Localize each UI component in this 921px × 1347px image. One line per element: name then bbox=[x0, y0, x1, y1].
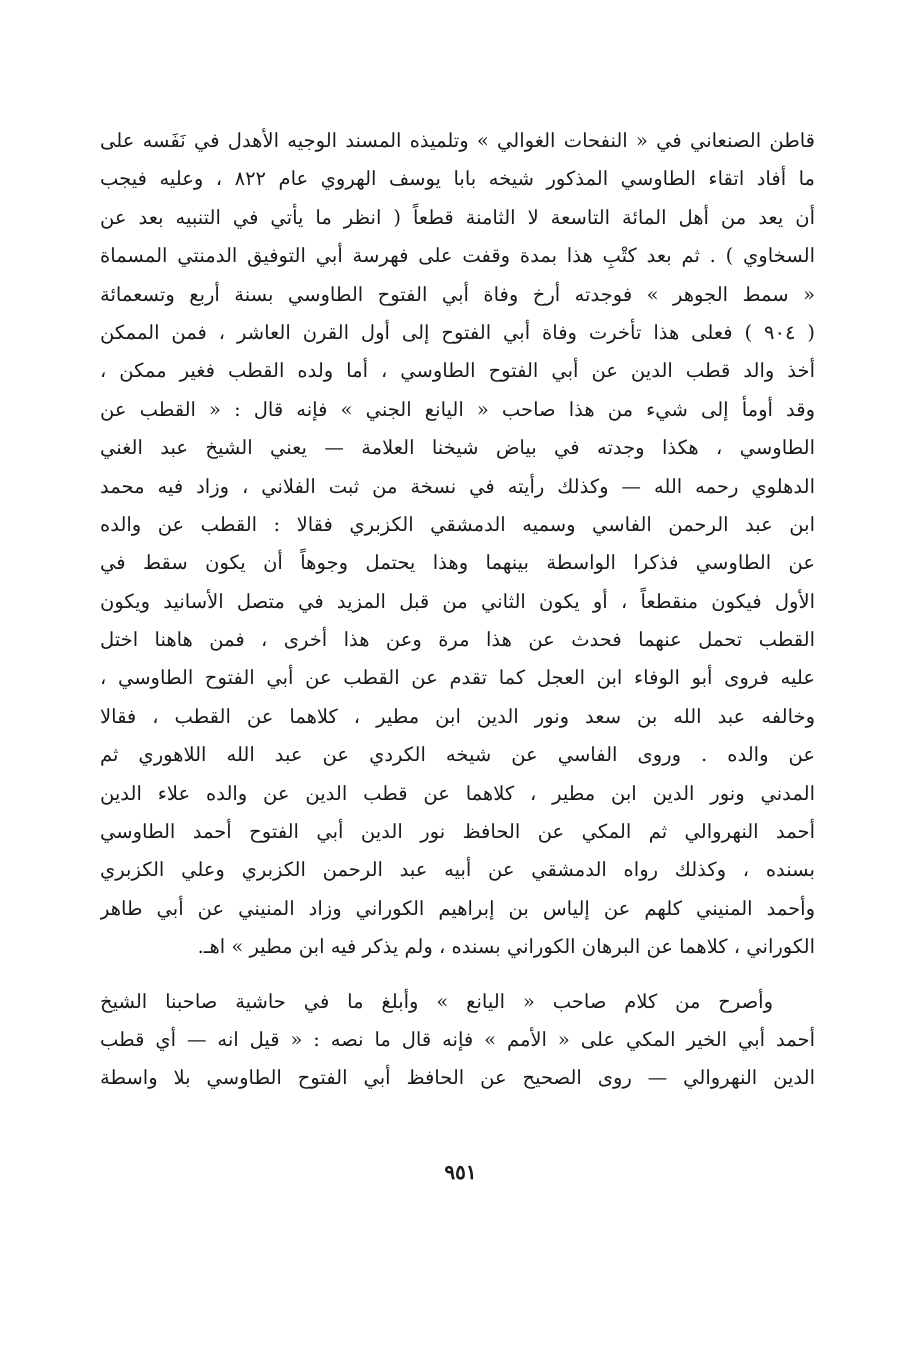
text-line: بسنده ، وكذلك رواه الدمشقي عن أبيه عبد الرحمن الكزبري وعلي الكزبري bbox=[100, 858, 815, 882]
text-line: الكوراني ، كلاهما عن البرهان الكوراني بسنده ، ولم يذكر فيه ابن مطير » اهـ. bbox=[197, 935, 815, 959]
text-line: ما أفاد اتقاء الطاوسي المذكور شيخه بابا يوسف الهروي عام ٨٢٢ ، وعليه فيجب bbox=[100, 167, 815, 191]
text-line: عن الطاوسي فذكرا الواسطة بينهما وهذا يحتمل وجوهاً أن يكون سقط في bbox=[100, 551, 815, 575]
text-line: السخاوي ) . ثم بعد كتْبِ هذا بمدة وقفت على فهرسة أبي التوفيق الدمنتي المسماة bbox=[100, 244, 815, 268]
text-line: قاطن الصنعاني في « النفحات الغوالي » وتلميذه المسند الوجيه الأهدل في نَفَسه على bbox=[100, 129, 815, 152]
paragraph-gap bbox=[100, 967, 815, 983]
text-line: الطاوسي ، هكذا وجدته في بياض شيخنا العلامة — يعني الشيخ عبد الغني bbox=[100, 436, 815, 460]
text-line: القطب تحمل عنهما فحدث عن هذا مرة وعن هذا أخرى ، فمن هاهنا اختل bbox=[100, 628, 815, 652]
text-line: ( ٩٠٤ ) فعلى هذا تأخرت وفاة أبي الفتوح إلى أول القرن العاشر ، فمن الممكن bbox=[100, 320, 815, 344]
main-text bbox=[100, 122, 815, 1098]
text-line: الدين النهروالي — روى الصحيح عن الحافظ أبي الفتوح الطاوسي بلا واسطة bbox=[100, 1066, 815, 1090]
text-line: وأحمد المنيني كلهم عن إلياس بن إبراهيم الكوراني وزاد المنيني عن أبي طاهر bbox=[100, 896, 815, 920]
text-line: أحمد أبي الخير المكي على « الأمم » فإنه قال ما نصه : « قيل انه — أي قطب bbox=[100, 1027, 815, 1051]
text-line: عن والده . وروى الفاسي عن شيخه الكردي عن عبد الله اللاهوري ثم bbox=[100, 743, 815, 767]
text-line: وخالفه عبد الله بن سعد ونور الدين ابن مطير ، كلاهما عن القطب ، فقالا bbox=[100, 704, 815, 728]
text-line: وقد أومأ إلى شيء من هذا صاحب « اليانع الجني » فإنه قال : « القطب عن bbox=[100, 397, 815, 421]
text-line: « سمط الجوهر » فوجدته أرخ وفاة أبي الفتوح الطاوسي بسنة أربع وتسعمائة bbox=[100, 282, 815, 306]
text-line: عليه فروى أبو الوفاء ابن العجل كما تقدم عن القطب عن أبي الفتوح الطاوسي ، bbox=[100, 666, 815, 690]
text-line: أحمد النهروالي ثم المكي عن الحافظ نور الدين أبي الفتوح أحمد الطاوسي bbox=[100, 820, 815, 844]
text-line: المدني ونور الدين ابن مطير ، كلاهما عن قطب الدين عن والده علاء الدين bbox=[100, 781, 815, 805]
text-line: وأصرح من كلام صاحب « اليانع » وأبلغ ما في حاشية صاحبنا الشيخ bbox=[100, 989, 773, 1013]
text-line: أن يعد من أهل المائة التاسعة لا الثامنة قطعاً ( انظر ما يأتي في التنبيه بعد عن bbox=[100, 205, 815, 229]
text-line: الأول فيكون منقطعاً ، أو يكون الثاني من قبل المزيد في متصل الأسانيد ويكون bbox=[100, 589, 815, 613]
text-line: الدهلوي رحمه الله — وكذلك رأيته في نسخة من ثبت الفلاني ، وزاد فيه محمد bbox=[100, 474, 815, 498]
page-number: ٩٥١ bbox=[444, 1160, 477, 1184]
text-line: ابن عبد الرحمن الفاسي وسميه الدمشقي الكزبري فقالا : القطب عن والده bbox=[100, 512, 815, 536]
text-line: أخذ والد قطب الدين عن أبي الفتوح الطاوسي ، أما ولده القطب فغير ممكن ، bbox=[100, 359, 815, 383]
